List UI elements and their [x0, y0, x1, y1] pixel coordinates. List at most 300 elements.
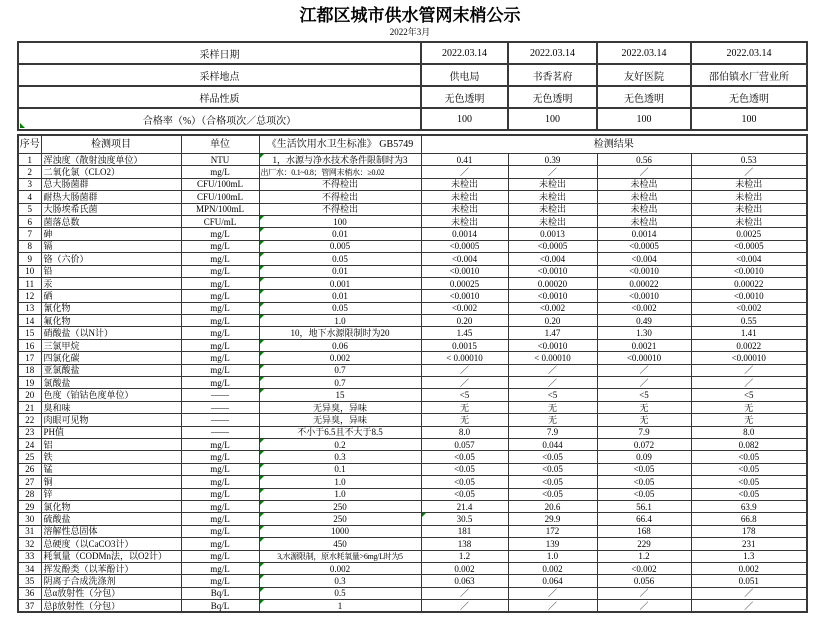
- result-cell: 0.0014: [421, 228, 508, 240]
- standard-cell: 0.001: [259, 277, 421, 289]
- unit-cell: mg/L: [181, 315, 259, 327]
- result-cell: ／: [421, 364, 508, 376]
- result-cell: <0.002: [597, 562, 691, 574]
- result-cell: <0.002: [508, 302, 597, 314]
- unit-cell: mg/L: [181, 463, 259, 475]
- seq-cell: 29: [18, 500, 41, 512]
- cell-marker-icon: [260, 451, 264, 455]
- result-cell: 8.0: [691, 426, 807, 438]
- result-cell: < 0.00010: [421, 352, 508, 364]
- result-cell: <0.05: [691, 463, 807, 475]
- standard-cell: 出厂水：0.1~0.8；管网末梢水：≥0.02: [259, 166, 421, 178]
- result-cell: ／: [421, 377, 508, 389]
- standard-cell: 15: [259, 389, 421, 401]
- test-results-table: [17, 134, 808, 613]
- table-row: [18, 228, 807, 240]
- cell-marker-icon: [260, 588, 264, 592]
- result-cell: ／: [691, 587, 807, 599]
- table-row: [18, 240, 807, 252]
- result-cell: ／: [597, 600, 691, 613]
- standard-cell: 0.7: [259, 377, 421, 389]
- page-subtitle: 2022年3月: [389, 27, 431, 37]
- item-cell: PH值: [41, 426, 181, 438]
- result-cell: <0.002: [597, 302, 691, 314]
- seq-cell: 7: [18, 228, 41, 240]
- result-cell: <0.05: [421, 451, 508, 463]
- standard-cell: 0.01: [259, 290, 421, 302]
- seq-cell: 4: [18, 191, 41, 203]
- result-cell: 231: [691, 538, 807, 550]
- table-row: [18, 513, 807, 525]
- cell-marker-icon: [260, 464, 264, 468]
- item-cell: 氯酸盐: [41, 377, 181, 389]
- table-row: [18, 253, 807, 265]
- result-cell: 0.056: [597, 575, 691, 587]
- standard-cell: 1: [259, 600, 421, 613]
- result-cell: ／: [691, 166, 807, 178]
- result-cell: 未检出: [691, 215, 807, 227]
- cell-marker-icon: [260, 377, 264, 381]
- result-cell: <0.0005: [691, 240, 807, 252]
- result-cell: ／: [421, 600, 508, 613]
- result-cell: 20.6: [508, 500, 597, 512]
- cell-marker-icon: [260, 278, 264, 282]
- unit-cell: mg/L: [181, 476, 259, 488]
- cell-marker-icon: [260, 501, 264, 505]
- result-cell: 172: [508, 525, 597, 537]
- result-cell: ／: [691, 377, 807, 389]
- item-cell: 氟化物: [41, 315, 181, 327]
- result-cell: <0.05: [691, 488, 807, 500]
- result-cell: 0.39: [508, 154, 597, 166]
- result-cell: <0.00010: [691, 352, 807, 364]
- result-cell: 21.4: [421, 500, 508, 512]
- table-row: [18, 377, 807, 389]
- table-header-row: [18, 135, 807, 154]
- unit-cell: mg/L: [181, 228, 259, 240]
- table-row: [18, 265, 807, 277]
- table-row: [18, 178, 807, 190]
- result-cell: 229: [597, 538, 691, 550]
- seq-cell: 32: [18, 538, 41, 550]
- standard-cell: 0.5: [259, 587, 421, 599]
- result-cell: <0.0005: [421, 240, 508, 252]
- result-cell: 0.002: [421, 562, 508, 574]
- seq-cell: 34: [18, 562, 41, 574]
- standard-cell: 1.0: [259, 488, 421, 500]
- standard-cell: 不小于6.5且不大于8.5: [259, 426, 421, 438]
- result-cell: 未检出: [508, 178, 597, 190]
- cell-marker-icon: [260, 216, 264, 220]
- cell-marker-icon: [260, 439, 264, 443]
- table-row: [18, 364, 807, 376]
- result-cell: 0.057: [421, 438, 508, 450]
- result-cell: ／: [508, 600, 597, 613]
- unit-cell: mg/L: [181, 538, 259, 550]
- result-cell: 无: [691, 414, 807, 426]
- cell-marker-icon: [260, 340, 264, 344]
- standard-cell: 0.2: [259, 438, 421, 450]
- sampling-site-value: 邵伯镇水厂营业所: [691, 64, 807, 86]
- result-cell: 7.9: [508, 426, 597, 438]
- pass-rate-value: 100: [421, 108, 508, 130]
- result-cell: 0.53: [691, 154, 807, 166]
- unit-cell: mg/L: [181, 575, 259, 587]
- result-cell: <0.05: [597, 488, 691, 500]
- standard-cell: 1.0: [259, 476, 421, 488]
- table-row: [18, 327, 807, 339]
- table-row: [18, 500, 807, 512]
- table-row: [18, 352, 807, 364]
- table-row: [18, 339, 807, 351]
- item-cell: 总大肠菌群: [41, 178, 181, 190]
- result-cell: 无: [421, 414, 508, 426]
- cell-marker-icon: [260, 241, 264, 245]
- item-cell: 挥发酚类（以苯酚计）: [41, 562, 181, 574]
- table-row: [18, 463, 807, 475]
- result-cell: 0.044: [508, 438, 597, 450]
- result-cell: <0.004: [597, 253, 691, 265]
- result-cell: <0.004: [691, 253, 807, 265]
- result-cell: <0.0010: [421, 290, 508, 302]
- header-results: 检测结果: [421, 135, 807, 154]
- standard-cell: 无异臭，异味: [259, 401, 421, 413]
- table-row: [18, 587, 807, 599]
- seq-cell: 8: [18, 240, 41, 252]
- header-seq: 序号: [18, 135, 41, 154]
- standard-cell: 不得检出: [259, 203, 421, 215]
- item-cell: 臭和味: [41, 401, 181, 413]
- unit-cell: Bq/L: [181, 600, 259, 613]
- item-cell: 锰: [41, 463, 181, 475]
- item-cell: 硝酸盐（以N计）: [41, 327, 181, 339]
- result-cell: 未检出: [508, 215, 597, 227]
- table-row: [18, 575, 807, 587]
- unit-cell: CFU/100mL: [181, 178, 259, 190]
- result-cell: <0.0010: [508, 339, 597, 351]
- result-cell: 0.0015: [421, 339, 508, 351]
- result-cell: <0.0010: [691, 290, 807, 302]
- unit-cell: CFU/mL: [181, 215, 259, 227]
- unit-cell: mg/L: [181, 513, 259, 525]
- seq-cell: 6: [18, 215, 41, 227]
- item-cell: 总硬度（以CaCO3计）: [41, 538, 181, 550]
- item-cell: 浑浊度（散射浊度单位）: [41, 154, 181, 166]
- standard-cell: 不得检出: [259, 191, 421, 203]
- result-cell: 1.41: [691, 327, 807, 339]
- seq-cell: 17: [18, 352, 41, 364]
- result-cell: 未检出: [508, 203, 597, 215]
- seq-cell: 24: [18, 438, 41, 450]
- unit-cell: NTU: [181, 154, 259, 166]
- seq-cell: 5: [18, 203, 41, 215]
- unit-cell: mg/L: [181, 525, 259, 537]
- result-cell: <0.00010: [597, 352, 691, 364]
- seq-cell: 12: [18, 290, 41, 302]
- unit-cell: mg/L: [181, 352, 259, 364]
- result-cell: 0.55: [691, 315, 807, 327]
- unit-cell: mg/L: [181, 339, 259, 351]
- pass-rate-label: 合格率（%）（合格项次／总项次）: [18, 108, 421, 130]
- seq-cell: 33: [18, 550, 41, 562]
- standard-cell: 0.005: [259, 240, 421, 252]
- result-cell: 181: [421, 525, 508, 537]
- unit-cell: mg/L: [181, 290, 259, 302]
- item-cell: 阴离子合成洗涤剂: [41, 575, 181, 587]
- item-cell: 铝: [41, 438, 181, 450]
- result-cell: 30.5: [421, 513, 508, 525]
- sampling-site-value: 供电局: [421, 64, 508, 86]
- result-cell: 0.09: [597, 451, 691, 463]
- item-cell: 四氯化碳: [41, 352, 181, 364]
- sample-nature-value: 无色透明: [508, 86, 597, 108]
- result-cell: 未检出: [691, 191, 807, 203]
- standard-cell: 不得检出: [259, 178, 421, 190]
- cell-marker-icon: [260, 526, 264, 530]
- result-cell: 无: [597, 414, 691, 426]
- standard-cell: 0.01: [259, 265, 421, 277]
- item-cell: 耗氧量（CODMn法，以O2计）: [41, 550, 181, 562]
- result-cell: 未检出: [421, 203, 508, 215]
- seq-cell: 25: [18, 451, 41, 463]
- result-cell: 1.45: [421, 327, 508, 339]
- item-cell: 硒: [41, 290, 181, 302]
- cell-marker-icon: [260, 538, 264, 542]
- sampling-date-label: 采样日期: [18, 42, 421, 64]
- result-cell: 无: [508, 401, 597, 413]
- seq-cell: 9: [18, 253, 41, 265]
- result-cell: 1.2: [421, 550, 508, 562]
- item-cell: 氯化物: [41, 500, 181, 512]
- result-cell: <0.004: [508, 253, 597, 265]
- result-cell: 0.0022: [691, 339, 807, 351]
- seq-cell: 28: [18, 488, 41, 500]
- header-item: 检测项目: [41, 135, 181, 154]
- standard-cell: 100: [259, 215, 421, 227]
- item-cell: 铅: [41, 265, 181, 277]
- result-cell: 0.0013: [508, 228, 597, 240]
- cell-marker-icon: [260, 290, 264, 294]
- table-row: [18, 600, 807, 613]
- info-row-pass-rate: [18, 108, 807, 130]
- cell-marker-icon: [422, 513, 426, 517]
- item-cell: 耐热大肠菌群: [41, 191, 181, 203]
- info-row-sampling-date: [18, 42, 807, 64]
- cell-marker-icon: [260, 513, 264, 517]
- item-cell: 汞: [41, 277, 181, 289]
- table-row: [18, 525, 807, 537]
- unit-cell: mg/L: [181, 550, 259, 562]
- sampling-date-value: 2022.03.14: [421, 42, 508, 64]
- seq-cell: 27: [18, 476, 41, 488]
- seq-cell: 19: [18, 377, 41, 389]
- pass-rate-value: 100: [691, 108, 807, 130]
- result-cell: 未检出: [508, 191, 597, 203]
- unit-cell: ——: [181, 426, 259, 438]
- result-cell: 1.2: [597, 550, 691, 562]
- seq-cell: 2: [18, 166, 41, 178]
- standard-cell: 250: [259, 500, 421, 512]
- unit-cell: mg/L: [181, 327, 259, 339]
- standard-cell: 0.1: [259, 463, 421, 475]
- result-cell: <0.0010: [597, 290, 691, 302]
- sampling-info-table: [17, 41, 808, 131]
- cell-marker-icon: [260, 563, 264, 567]
- result-cell: 0.20: [508, 315, 597, 327]
- result-cell: <0.004: [421, 253, 508, 265]
- seq-cell: 21: [18, 401, 41, 413]
- sample-nature-value: 无色透明: [421, 86, 508, 108]
- standard-cell: 10，地下水源限制时为20: [259, 327, 421, 339]
- table-row: [18, 414, 807, 426]
- result-cell: <0.05: [421, 488, 508, 500]
- item-cell: 总β放射性（分包）: [41, 600, 181, 613]
- cell-marker-icon: [260, 228, 264, 232]
- standard-cell: 0.06: [259, 339, 421, 351]
- cell-marker-icon: [260, 303, 264, 307]
- item-cell: 肉眼可见物: [41, 414, 181, 426]
- standard-cell: 0.01: [259, 228, 421, 240]
- result-cell: 1.3: [691, 550, 807, 562]
- sampling-site-value: 友好医院: [597, 64, 691, 86]
- standard-cell: 0.05: [259, 302, 421, 314]
- standard-cell: 3,水源限制，原水耗氧量>6mg/L时为5: [259, 550, 421, 562]
- unit-cell: mg/L: [181, 438, 259, 450]
- result-cell: 0.00025: [421, 277, 508, 289]
- seq-cell: 37: [18, 600, 41, 613]
- result-cell: 0.00022: [597, 277, 691, 289]
- result-cell: 0.0014: [597, 228, 691, 240]
- page-title: 江都区城市供水管网末梢公示: [299, 6, 521, 25]
- standard-cell: 1000: [259, 525, 421, 537]
- unit-cell: ——: [181, 389, 259, 401]
- standard-cell: 无异臭，异味: [259, 414, 421, 426]
- result-cell: 0.082: [691, 438, 807, 450]
- result-cell: 未检出: [597, 215, 691, 227]
- result-cell: 0.051: [691, 575, 807, 587]
- item-cell: 砷: [41, 228, 181, 240]
- cell-marker-icon: [260, 352, 264, 356]
- result-cell: <0.05: [691, 451, 807, 463]
- result-cell: <0.05: [597, 463, 691, 475]
- result-cell: ／: [597, 364, 691, 376]
- result-cell: 63.9: [691, 500, 807, 512]
- result-cell: 无: [421, 401, 508, 413]
- unit-cell: mg/L: [181, 253, 259, 265]
- item-cell: 色度（铂钴色度单位）: [41, 389, 181, 401]
- table-row: [18, 215, 807, 227]
- result-cell: 未检出: [691, 203, 807, 215]
- result-cell: 1.30: [597, 327, 691, 339]
- result-cell: <0.05: [508, 488, 597, 500]
- seq-cell: 13: [18, 302, 41, 314]
- item-cell: 二氧化氯（CLO2）: [41, 166, 181, 178]
- seq-cell: 23: [18, 426, 41, 438]
- result-cell: <5: [691, 389, 807, 401]
- result-cell: < 0.00010: [508, 352, 597, 364]
- result-cell: 无: [597, 401, 691, 413]
- result-cell: ／: [508, 587, 597, 599]
- item-cell: 菌落总数: [41, 215, 181, 227]
- result-cell: 8.0: [421, 426, 508, 438]
- sample-nature-value: 无色透明: [691, 86, 807, 108]
- result-cell: 0.002: [508, 562, 597, 574]
- seq-cell: 11: [18, 277, 41, 289]
- result-cell: ／: [421, 587, 508, 599]
- result-cell: ／: [597, 166, 691, 178]
- result-cell: <0.05: [508, 463, 597, 475]
- table-row: [18, 550, 807, 562]
- result-cell: <0.05: [508, 451, 597, 463]
- info-row-sampling-site: [18, 64, 807, 86]
- unit-cell: MPN/100mL: [181, 203, 259, 215]
- result-cell: <5: [508, 389, 597, 401]
- table-row: [18, 476, 807, 488]
- sample-nature-value: 无色透明: [597, 86, 691, 108]
- result-cell: ／: [597, 377, 691, 389]
- item-cell: 锌: [41, 488, 181, 500]
- unit-cell: mg/L: [181, 500, 259, 512]
- standard-cell: 250: [259, 513, 421, 525]
- item-cell: 镉: [41, 240, 181, 252]
- item-cell: 总α放射性（分包）: [41, 587, 181, 599]
- item-cell: 溶解性总固体: [41, 525, 181, 537]
- result-cell: 66.8: [691, 513, 807, 525]
- unit-cell: mg/L: [181, 277, 259, 289]
- standard-cell: 0.002: [259, 352, 421, 364]
- cell-marker-icon: [260, 253, 264, 257]
- unit-cell: ——: [181, 401, 259, 413]
- item-cell: 硫酸盐: [41, 513, 181, 525]
- cell-marker-icon: [260, 315, 264, 319]
- result-cell: <0.0010: [508, 265, 597, 277]
- seq-cell: 35: [18, 575, 41, 587]
- table-row: [18, 562, 807, 574]
- unit-cell: mg/L: [181, 265, 259, 277]
- cell-marker-icon: [260, 476, 264, 480]
- cell-marker-icon: [260, 575, 264, 579]
- result-cell: <0.0005: [508, 240, 597, 252]
- table-row: [18, 302, 807, 314]
- standard-cell: 1，水源与净水技术条件限制时为3: [259, 154, 421, 166]
- cell-marker-icon: [260, 365, 264, 369]
- result-cell: 178: [691, 525, 807, 537]
- result-cell: <0.0010: [421, 265, 508, 277]
- result-cell: <0.05: [421, 463, 508, 475]
- result-cell: <0.05: [597, 476, 691, 488]
- result-cell: 0.064: [508, 575, 597, 587]
- result-cell: 7.9: [597, 426, 691, 438]
- table-row: [18, 191, 807, 203]
- header-unit: 单位: [181, 135, 259, 154]
- table-row: [18, 166, 807, 178]
- result-cell: 0.00020: [508, 277, 597, 289]
- cell-marker-icon: [20, 123, 25, 128]
- standard-cell: 450: [259, 538, 421, 550]
- result-cell: 未检出: [597, 191, 691, 203]
- sample-nature-label: 样品性质: [18, 86, 421, 108]
- unit-cell: CFU/100mL: [181, 191, 259, 203]
- result-cell: 138: [421, 538, 508, 550]
- table-row: [18, 277, 807, 289]
- result-cell: ／: [691, 600, 807, 613]
- result-cell: 0.49: [597, 315, 691, 327]
- pass-rate-value: 100: [508, 108, 597, 130]
- standard-cell: 0.3: [259, 575, 421, 587]
- result-cell: <0.0005: [597, 240, 691, 252]
- result-cell: 无: [691, 401, 807, 413]
- result-cell: 0.41: [421, 154, 508, 166]
